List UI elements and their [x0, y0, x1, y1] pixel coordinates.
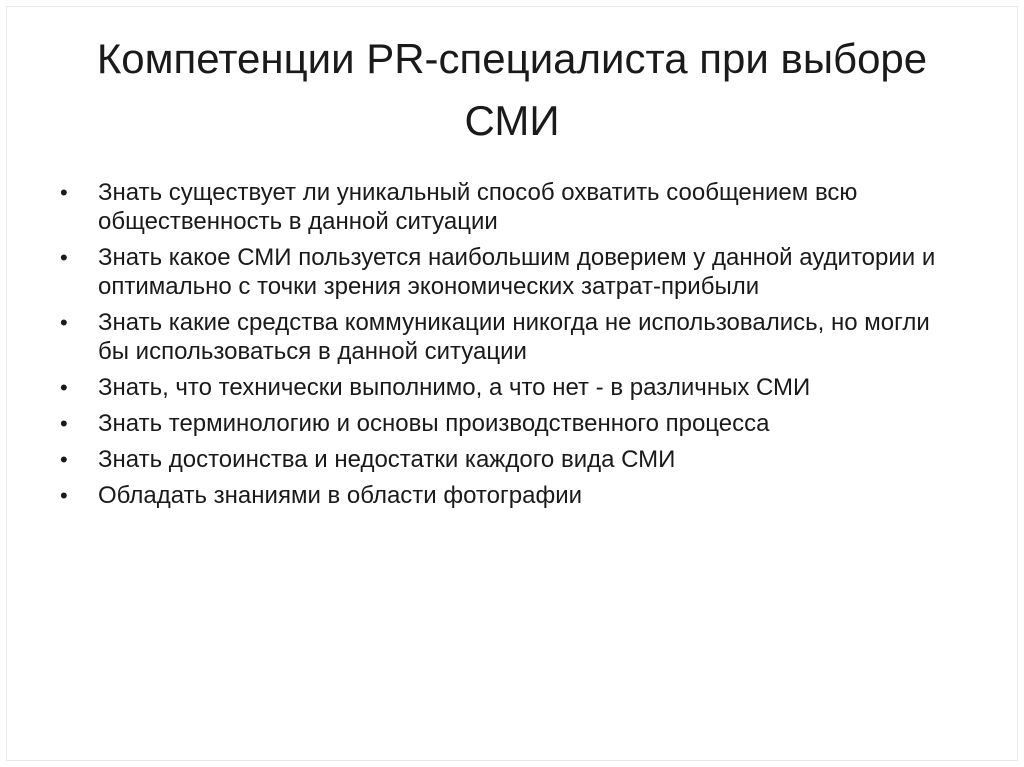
bullet-icon: •: [60, 245, 68, 270]
bullet-text: Знать терминологию и основы производственного процесса: [98, 410, 770, 437]
slide-title: Компетенции PR-специалиста при выборе СМИ: [96, 35, 928, 144]
list-item: [60, 409, 960, 438]
bullet-icon: •: [60, 483, 68, 508]
bullet-text: Знать существует ли уникальный способ охватить сообщением всю общественность в данной ситуации: [98, 179, 858, 235]
list-item: [60, 178, 960, 236]
bullet-list: [60, 178, 960, 517]
bullet-text: Обладать знаниями в области фотографии: [98, 482, 583, 509]
bullet-text: Знать, что технически выполнимо, а что нет - в различных СМИ: [98, 374, 811, 401]
bullet-icon: •: [60, 310, 68, 335]
bullet-text: Знать какие средства коммуникации никогда не использовались, но могли бы использоваться в данной ситуации: [98, 309, 930, 365]
list-item: [60, 445, 960, 474]
bullet-icon: •: [60, 180, 68, 205]
bullet-icon: •: [60, 447, 68, 472]
bullet-icon: •: [60, 375, 68, 400]
list-item: [60, 308, 960, 366]
bullet-text: Знать достоинства и недостатки каждого вида СМИ: [98, 446, 676, 473]
bullet-icon: •: [60, 411, 68, 436]
list-item: [60, 243, 960, 301]
list-item: [60, 481, 960, 510]
list-item: [60, 373, 960, 402]
bullet-text: Знать какое СМИ пользуется наибольшим доверием у данной аудитории и оптимально с точки зрения экономических затрат-прибыли: [98, 244, 936, 300]
